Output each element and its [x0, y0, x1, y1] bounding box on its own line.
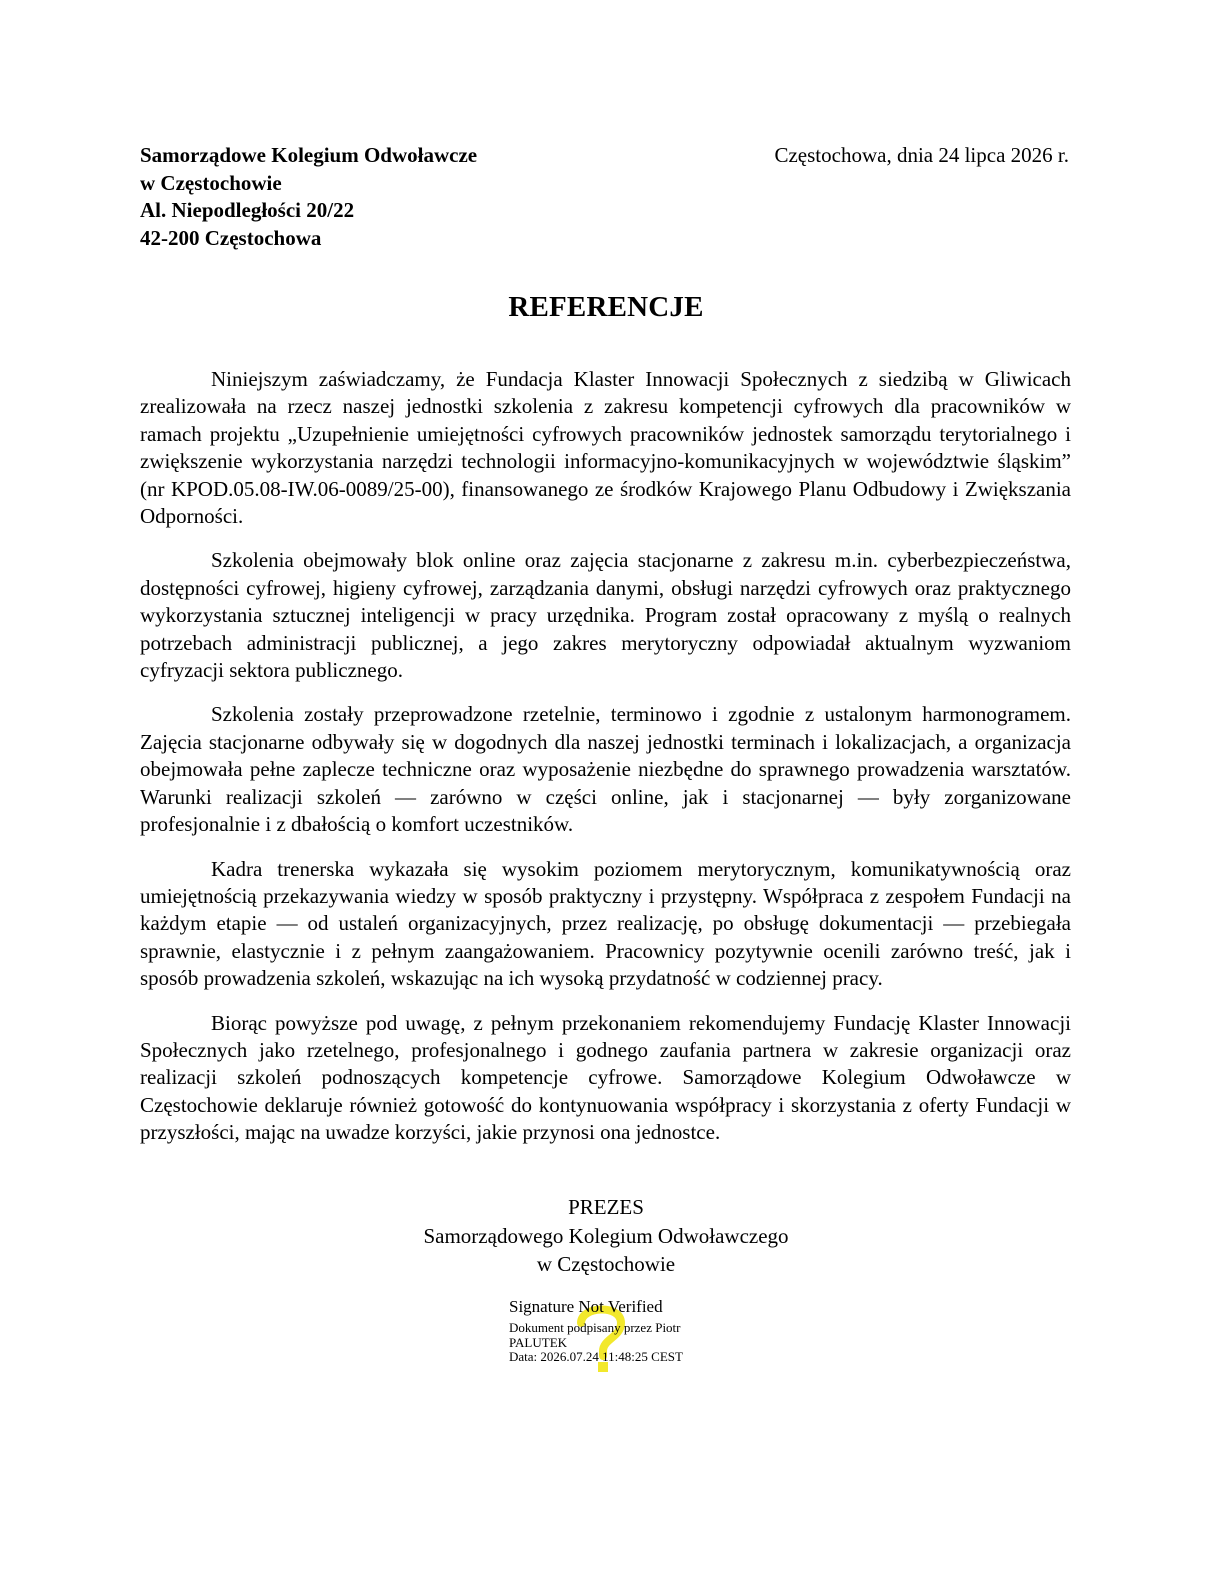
- paragraph: Biorąc powyższe pod uwagę, z pełnym przekonaniem rekomendujemy Fundację Klaster Innowacji Społecznych jako rzetelnego, profesjonalnego i godnego zaufania partnera w zakresie organizacji oraz realizacji szkoleń podnoszących kompetencje cyfrowe. Samorządowe Kolegium Odwoławcze w Częstochowie deklaruje również gotowość do kontynuowania współpracy i skorzystania z oferty Fundacji w przyszłości, mając na uwadze korzyści, jakie przynosi ona jednostce.: [140, 1010, 1071, 1145]
- paragraph: Szkolenia obejmowały blok online oraz zajęcia stacjonarne z zakresu m.in. cyberbezpieczeństwa, dostępności cyfrowej, higieny cyfrowej, zarządzania danymi, obsługi narzędzi cyfrowych oraz praktycznego wykorzystania sztucznej inteligencji w pracy urzędnika. Program został opracowany z myślą o realnych potrzebach administracji publicznej, a jego zakres merytoryczny odpowiadał aktualnym wyzwaniom cyfryzacji sektora publicznego.: [140, 548, 1071, 683]
- sender-postal-code: 42-200 Częstochowa: [140, 225, 322, 250]
- document-body: [140, 366, 1071, 1147]
- sender-street: Al. Niepodległości 20/22: [140, 198, 355, 222]
- signatory-city: w Częstochowie: [536, 1252, 676, 1276]
- signatory-title: PREZES: [568, 1195, 644, 1219]
- sender-address-block: [140, 142, 477, 252]
- paragraph: Szkolenia zostały przeprowadzone rzetelnie, terminowo i zgodnie z ustalonym harmonogramem. Zajęcia stacjonarne odbywały się w dogodnych dla naszej jednostki terminach i lokalizacjach, a organizacja obejmowała pełne zaplecze techniczne oraz wyposażenie niezbędne do sprawnego prowadzenia warsztatów. Warunki realizacji szkoleń — zarówno w części online, jak i stacjonarnej — były zorganizowane profesjonalnie i z dbałością o komfort uczestników.: [140, 702, 1071, 837]
- signature-status: Signature Not Verified: [509, 1297, 663, 1316]
- signature-date: Data: 2026.07.24 11:48:25 CEST: [509, 1349, 683, 1364]
- place-and-date: Częstochowa, dnia 24 lipca 2026 r.: [774, 143, 1069, 167]
- signature-signer-surname: PALUTEK: [509, 1334, 568, 1350]
- paragraph: Niniejszym zaświadczamy, że Fundacja Klaster Innowacji Społecznych z siedzibą w Gliwicach zrealizowała na rzecz naszej jednostki szkolenia z zakresu kompetencji cyfrowych dla pracowników w ramach projektu „Uzupełnienie umiejętności cyfrowych pracowników jednostek samorządu terytorialnego i zwiększenie wykorzystania narzędzi technologii informacyjno-komunikacyjnych w województwie śląskim” (nr KPOD.05.08-IW.06-0089/25-00), finansowanego ze środków Krajowego Planu Odbudowy i Zwiększania Odporności.: [140, 367, 1071, 529]
- sender-name: Samorządowe Kolegium Odwoławcze: [140, 143, 478, 167]
- signature-signer: Dokument podpisany przez Piotr: [509, 1320, 681, 1335]
- signatory-block: [0, 1193, 1212, 1279]
- signature-details: [509, 1321, 749, 1365]
- electronic-signature: [509, 1296, 749, 1376]
- sender-city: w Częstochowie: [140, 170, 282, 195]
- document-title: REFERENCJE: [508, 291, 704, 323]
- signatory-institution: Samorządowego Kolegium Odwoławczego: [423, 1223, 789, 1248]
- paragraph: Kadra trenerska wykazała się wysokim poziomem merytorycznym, komunikatywnością oraz umiejętnością przekazywania wiedzy w sposób praktyczny i przystępny. Współpraca z zespołem Fundacji na każdym etapie — od ustaleń organizacyjnych, przez realizację, po obsługę dokumentacji — przebiegała sprawnie, elastycznie i z pełnym zaangażowaniem. Pracownicy pozytywnie ocenili zarówno treść, jak i sposób prowadzenia szkoleń, wskazując na ich wysoką przydatność w codziennej pracy.: [140, 856, 1071, 991]
